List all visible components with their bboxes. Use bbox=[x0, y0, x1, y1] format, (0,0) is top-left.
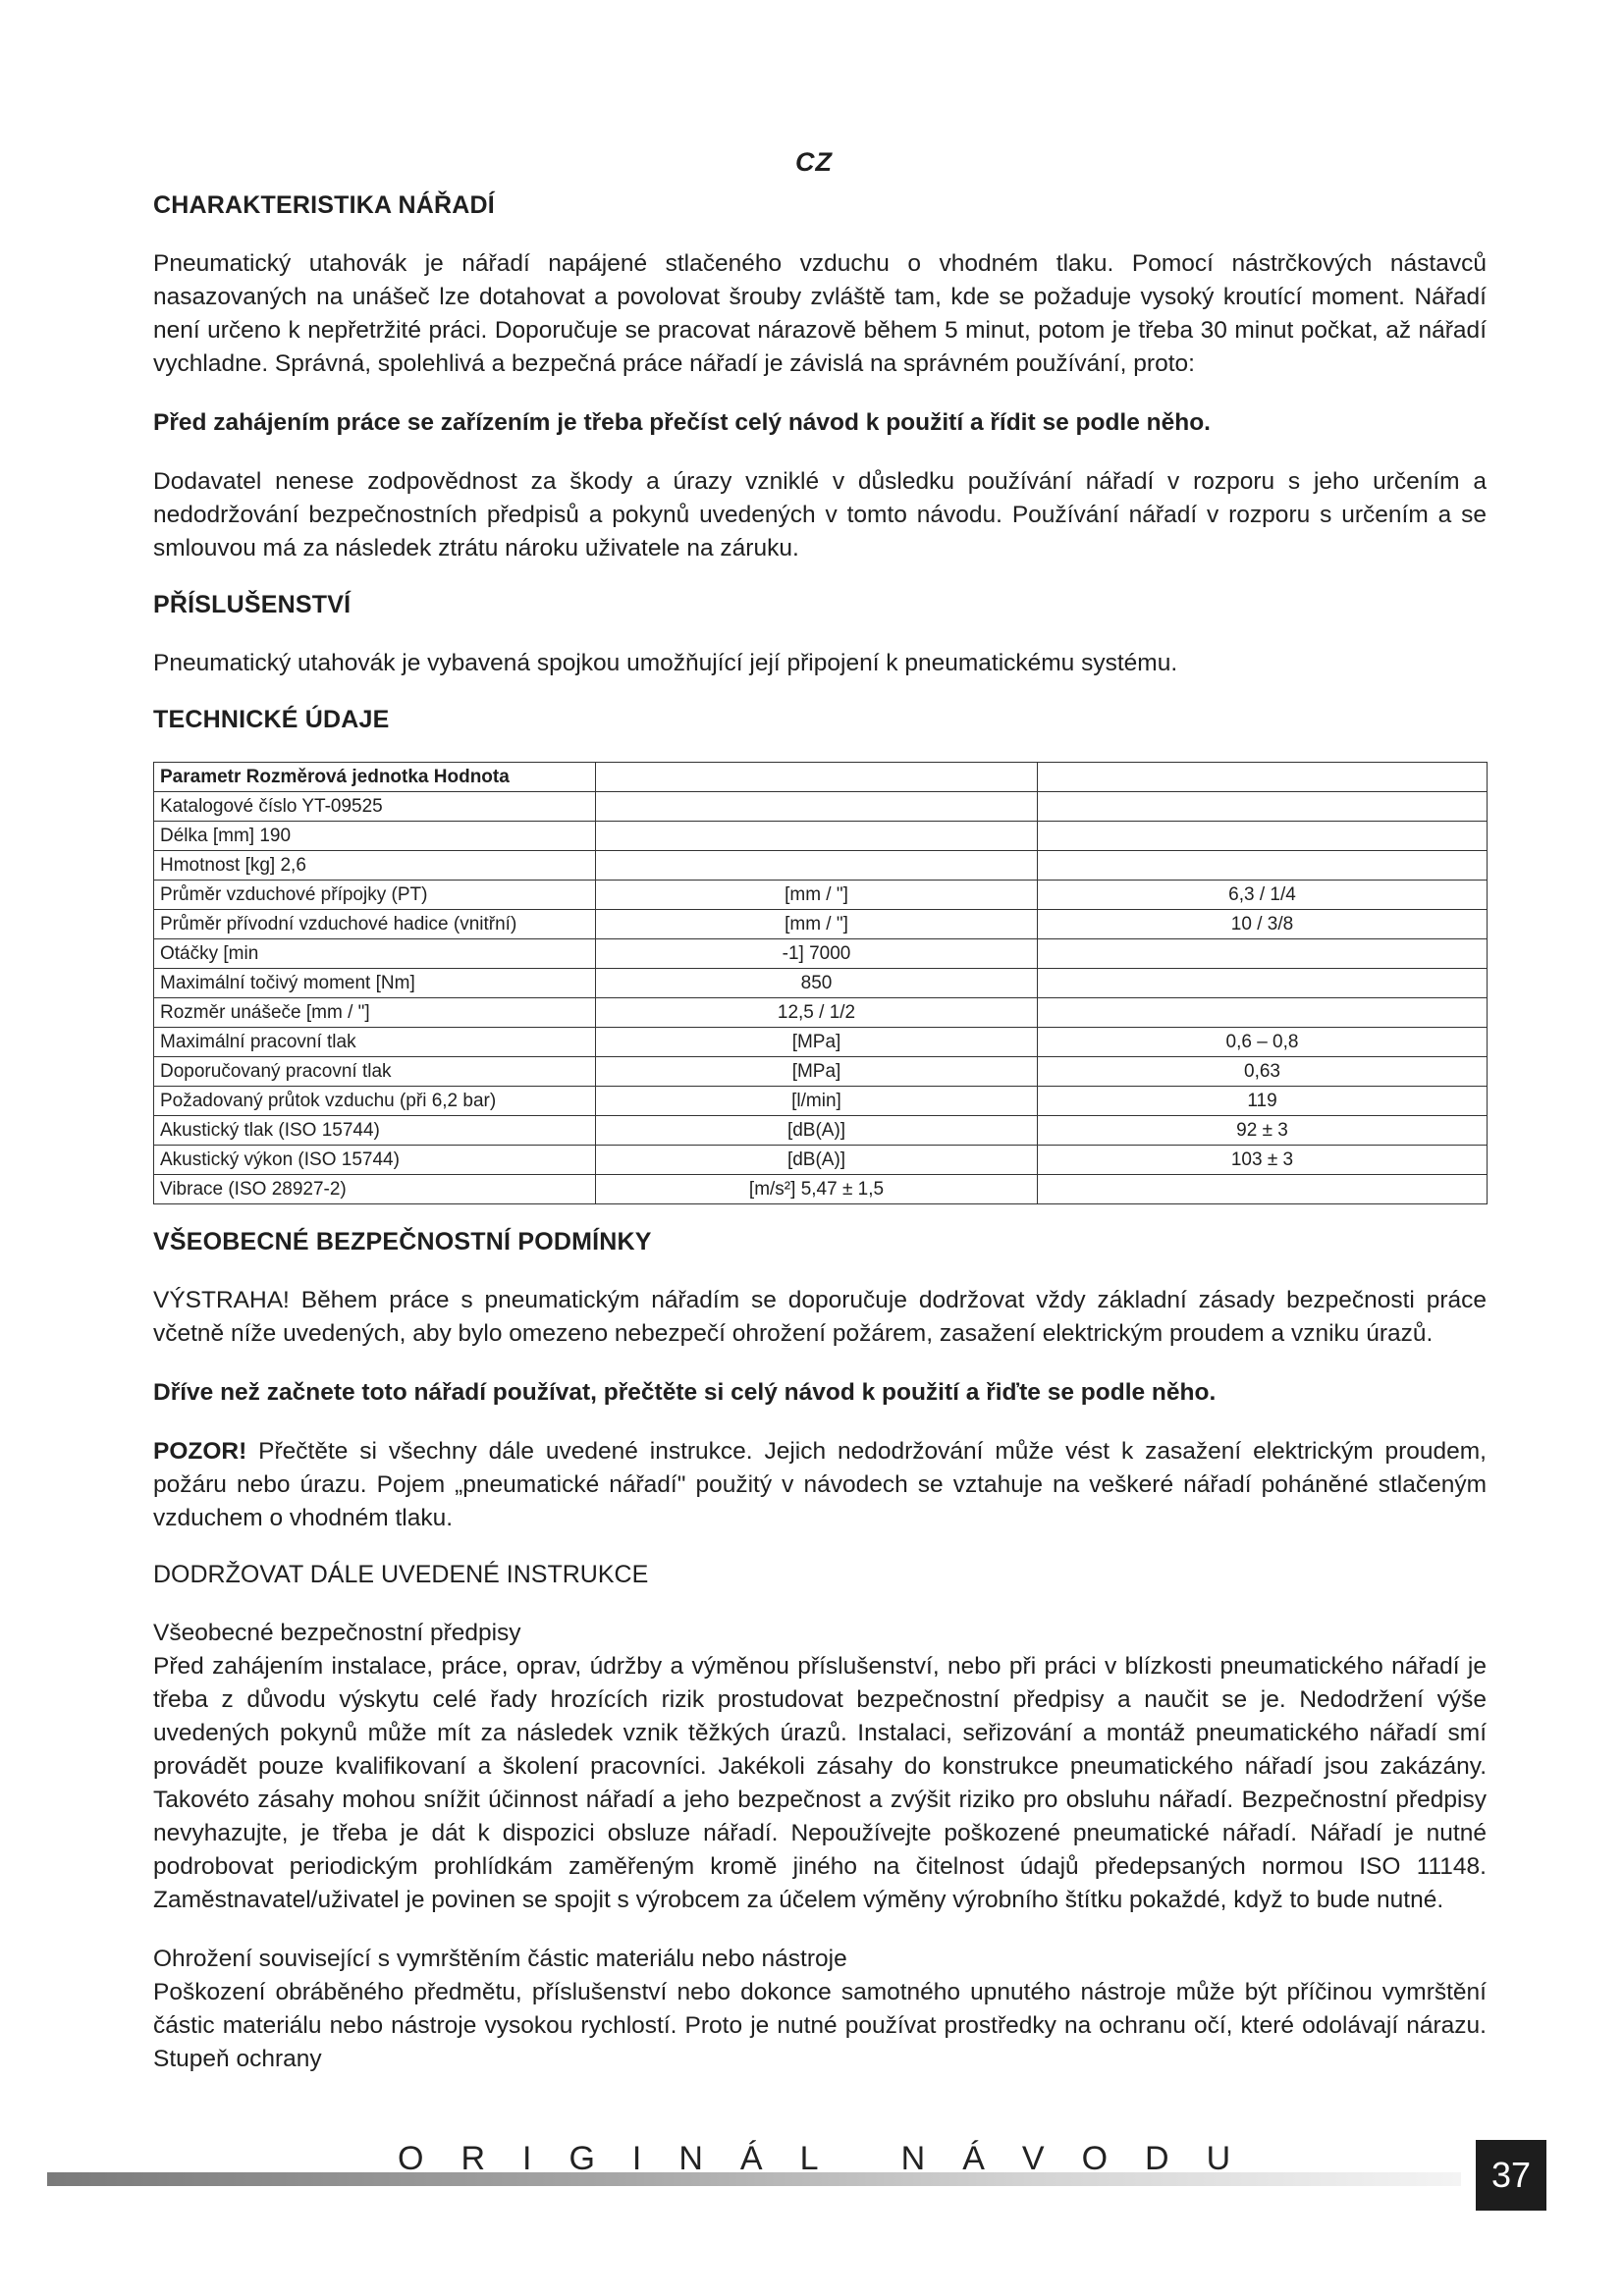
table-cell: [dB(A)] bbox=[596, 1146, 1038, 1175]
table-cell: [MPa] bbox=[596, 1028, 1038, 1057]
language-label: CZ bbox=[795, 147, 833, 177]
table-cell bbox=[596, 822, 1038, 851]
page-number: 37 bbox=[1476, 2140, 1546, 2211]
table-cell: Akustický tlak (ISO 15744) bbox=[154, 1116, 596, 1146]
footer-title: ORIGINÁL NÁVODU bbox=[398, 2140, 1269, 2177]
paragraph-warning: VÝSTRAHA! Během práce s pneumatickým nářadím se doporučuje dodržovat vždy základní zásady bezpečnosti práce včetně níže uvedených, aby bylo omezeno nebezpečí ohrožení požárem, zasažení elektrickým proudem a vzniku úrazů. bbox=[153, 1287, 1487, 1347]
table-cell: Hmotnost [kg] 2,6 bbox=[154, 851, 596, 881]
paragraph-characteristics: Pneumatický utahovák je nářadí napájené stlačeného vzduchu o vhodném tlaku. Pomocí nástrčkových nástavců nasazovaných na unášeč lze dotahovat a povolovat šrouby zvláště tam, kde se požaduje vysoký kroutící moment. Nářadí není určeno k nepřetržité práci. Doporučuje se pracovat nárazově během 5 minut, potom je třeba 30 minut počkat, až nářadí vychladne. Správná, spolehlivá a bezpečná práce nářadí je závislá na správném používání, proto: bbox=[153, 250, 1487, 377]
table-row bbox=[154, 822, 1488, 851]
table-row bbox=[154, 1175, 1488, 1204]
subsection-title-general: Všeobecné bezpečnostní předpisy bbox=[153, 1620, 521, 1646]
table-cell: 103 ± 3 bbox=[1038, 1146, 1488, 1175]
table-cell bbox=[596, 792, 1038, 822]
table-cell: Průměr přívodní vzduchové hadice (vnitřní) bbox=[154, 910, 596, 939]
table-cell bbox=[596, 851, 1038, 881]
table-row bbox=[154, 969, 1488, 998]
table-cell: Vibrace (ISO 28927-2) bbox=[154, 1175, 596, 1204]
table-cell: [mm / "] bbox=[596, 881, 1038, 910]
paragraph-accessories: Pneumatický utahovák je vybavená spojkou umožňující její připojení k pneumatickému systému. bbox=[153, 650, 1178, 676]
table-row bbox=[154, 998, 1488, 1028]
subsection-text-ejection: Poškození obráběného předmětu, příslušenství nebo dokonce samotného upnutého nástroje může být příčinou vymrštění částic materiálu nebo nástroje vysokou rychlostí. Proto je nutné používat prostředky na ochranu očí, které odolávají nárazu. Stupeň ochrany bbox=[153, 1979, 1487, 2072]
attention-lead: POZOR! bbox=[153, 1438, 247, 1465]
paragraph-read-manual: Před zahájením práce se zařízením je třeba přečíst celý návod k použití a řídit se podle něho. bbox=[153, 409, 1211, 436]
section-title-technical-data: TECHNICKÉ ÚDAJE bbox=[153, 706, 390, 733]
table-cell: 0,6 – 0,8 bbox=[1038, 1028, 1488, 1057]
table-cell: Maximální pracovní tlak bbox=[154, 1028, 596, 1057]
table-cell: [m/s²] 5,47 ± 1,5 bbox=[596, 1175, 1038, 1204]
table-cell: Katalogové číslo YT-09525 bbox=[154, 792, 596, 822]
paragraph-attention bbox=[153, 1435, 1487, 1535]
document-body bbox=[153, 191, 1487, 2102]
paragraph-liability: Dodavatel nenese zodpovědnost za škody a úrazy vzniklé v důsledku používání nářadí v rozporu s jeho určením a nedodržování bezpečnostních předpisů a pokynů uvedených v tomto návodu. Používání nářadí v rozporu s určením a se smlouvou má za následek ztrátu nároku uživatele na záruku. bbox=[153, 468, 1487, 561]
paragraph-read-manual-2: Dříve než začnete toto nářadí používat, přečtěte si celý návod k použití a řiďte se podle něho. bbox=[153, 1379, 1217, 1406]
table-cell bbox=[1038, 851, 1488, 881]
subsection-title-ejection: Ohrožení související s vymrštěním částic materiálu nebo nástroje bbox=[153, 1946, 847, 1972]
table-row bbox=[154, 910, 1488, 939]
table-header-row bbox=[154, 763, 1488, 792]
technical-data-table bbox=[153, 762, 1488, 1204]
table-cell bbox=[1038, 969, 1488, 998]
table-cell bbox=[1038, 792, 1488, 822]
table-row bbox=[154, 939, 1488, 969]
section-title-accessories: PŘÍSLUŠENSTVÍ bbox=[153, 591, 352, 618]
table-cell: Rozměr unášeče [mm / "] bbox=[154, 998, 596, 1028]
table-row bbox=[154, 1116, 1488, 1146]
table-cell bbox=[1038, 1175, 1488, 1204]
table-cell: Maximální točivý moment [Nm] bbox=[154, 969, 596, 998]
table-cell: Otáčky [min bbox=[154, 939, 596, 969]
table-cell: -1] 7000 bbox=[596, 939, 1038, 969]
table-row bbox=[154, 792, 1488, 822]
table-row bbox=[154, 851, 1488, 881]
table-cell: Průměr vzduchové přípojky (PT) bbox=[154, 881, 596, 910]
section-title-safety: VŠEOBECNÉ BEZPEČNOSTNÍ PODMÍNKY bbox=[153, 1228, 652, 1255]
table-row bbox=[154, 1087, 1488, 1116]
instructions-heading: DODRŽOVAT DÁLE UVEDENÉ INSTRUKCE bbox=[153, 1561, 649, 1588]
table-cell: 92 ± 3 bbox=[1038, 1116, 1488, 1146]
table-cell: 850 bbox=[596, 969, 1038, 998]
table-cell: 6,3 / 1/4 bbox=[1038, 881, 1488, 910]
table-cell bbox=[1038, 822, 1488, 851]
subsection-text-general: Před zahájením instalace, práce, oprav, údržby a výměnou příslušenství, nebo při práci v blízkosti pneumatického nářadí je třeba z důvodu výskytu celé řady hrozících rizik prostudovat bezpečnostní předpisy a naučit se je. Nedodržení výše uvedených pokynů může mít za následek vznik těžkých úrazů. Instalaci, seřizování a montáž pneumatického nářadí smí provádět pouze kvalifikovaní a školení pracovníci. Jakékoli zásahy do konstrukce pneumatického nářadí jsou zakázány. Takovéto zásahy mohou snížit účinnost nářadí a jeho bezpečnost a zvýšit riziko pro obsluhu nářadí. Bezpečnostní předpisy nevyhazujte, je třeba je dát k dispozici obsluze nářadí. Nepoužívejte poškozené pneumatické nářadí. Nářadí je nutné podrobovat periodickým prohlídkám zaměřeným kromě jiného na čitelnost údajů předepsaných normou ISO 11148. Zaměstnavatel/uživatel je povinen se spojit s výrobcem za účelem výměny výrobního štítku pokaždé, když to bude nutné. bbox=[153, 1653, 1487, 1913]
table-cell: Požadovaný průtok vzduchu (při 6,2 bar) bbox=[154, 1087, 596, 1116]
table-cell: Doporučovaný pracovní tlak bbox=[154, 1057, 596, 1087]
table-row bbox=[154, 1146, 1488, 1175]
table-cell: [mm / "] bbox=[596, 910, 1038, 939]
table-cell: [MPa] bbox=[596, 1057, 1038, 1087]
table-cell bbox=[1038, 998, 1488, 1028]
table-cell: [l/min] bbox=[596, 1087, 1038, 1116]
table-row bbox=[154, 881, 1488, 910]
subsection-ejection bbox=[153, 1943, 1487, 2076]
attention-text: Přečtěte si všechny dále uvedené instrukce. Jejich nedodržování může vést k zasažení elektrickým proudem, požáru nebo úrazu. Pojem „pneumatické nářadí" použitý v návodech se vztahuje na veškeré nářadí poháněné stlačeným vzduchem o vhodném tlaku. bbox=[153, 1438, 1487, 1531]
table-cell: 10 / 3/8 bbox=[1038, 910, 1488, 939]
section-title-characteristics: CHARAKTERISTIKA NÁŘADÍ bbox=[153, 191, 495, 219]
table-cell: 119 bbox=[1038, 1087, 1488, 1116]
table-header-cell-empty bbox=[596, 763, 1038, 792]
subsection-general-safety bbox=[153, 1617, 1487, 1917]
table-cell: Délka [mm] 190 bbox=[154, 822, 596, 851]
table-row bbox=[154, 1057, 1488, 1087]
table-header-cell: Parametr Rozměrová jednotka Hodnota bbox=[154, 763, 596, 792]
table-header-cell-empty bbox=[1038, 763, 1488, 792]
table-cell: [dB(A)] bbox=[596, 1116, 1038, 1146]
table-cell: Akustický výkon (ISO 15744) bbox=[154, 1146, 596, 1175]
table-row bbox=[154, 1028, 1488, 1057]
table-cell bbox=[1038, 939, 1488, 969]
table-cell: 0,63 bbox=[1038, 1057, 1488, 1087]
table-cell: 12,5 / 1/2 bbox=[596, 998, 1038, 1028]
